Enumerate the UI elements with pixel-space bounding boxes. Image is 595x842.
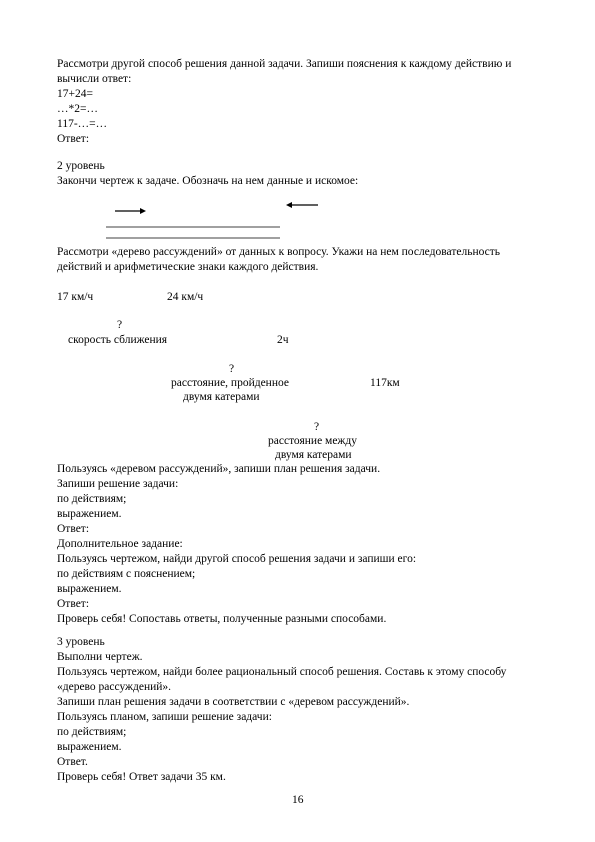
right-arrow	[115, 208, 146, 214]
tree-intro	[57, 245, 547, 275]
text-line: выражением.	[57, 583, 122, 595]
text-line: Рассмотри другой способ решения данной задачи. Запиши пояснения к каждому действию и	[57, 58, 512, 70]
text-line: Запиши план решения задачи в соответствии с «деревом рассуждений».	[57, 696, 410, 708]
tree-question-3: ?	[314, 421, 320, 433]
tree-between-line-1: расстояние между	[268, 435, 357, 447]
tree-speed-1: 17 км/ч	[57, 291, 94, 303]
tree-time: 2ч	[277, 334, 289, 346]
text-line: по действиям с пояснением;	[57, 568, 196, 580]
left-arrow	[286, 202, 318, 208]
section-3	[57, 635, 547, 785]
text-line: Проверь себя! Сопоставь ответы, полученные разными способами.	[57, 613, 387, 625]
text-line: Закончи чертеж к задаче. Обозначь на нем данные и искомое:	[57, 175, 359, 187]
tree-distance-line-1: расстояние, пройденное	[171, 377, 289, 389]
text-line: Выполни чертеж.	[57, 651, 143, 663]
text-line: вычисли ответ:	[57, 73, 132, 85]
text-line: Пользуясь чертежом, найди более рациональный способ решения. Составь к этому способу	[57, 666, 507, 678]
text-line: выражением.	[57, 508, 122, 520]
text-line: Рассмотри «дерево рассуждений» от данных к вопросу. Укажи на нем последовательность	[57, 246, 501, 258]
tree-total-distance: 117км	[370, 377, 400, 389]
text-line: 117-…=…	[57, 118, 108, 130]
text-line: действий и арифметические знаки каждого действия.	[57, 261, 319, 273]
text-line: Ответ.	[57, 756, 88, 768]
level-heading: 2 уровень	[57, 160, 105, 172]
text-line: Дополнительное задание:	[57, 538, 183, 550]
text-line: выражением.	[57, 741, 122, 753]
tree-between-line-2: двумя катерами	[275, 449, 352, 461]
level-heading: 3 уровень	[57, 636, 105, 648]
tree-approach-speed: скорость сближения	[68, 334, 168, 346]
text-line: Запиши решение задачи:	[57, 478, 179, 490]
tree-distance-line-2: двумя катерами	[183, 391, 260, 403]
text-line: Пользуясь планом, запиши решение задачи:	[57, 711, 272, 723]
text-line: Ответ:	[57, 133, 90, 145]
page-number: 16	[292, 794, 304, 806]
section-2-body	[57, 462, 547, 627]
text-line: Ответ:	[57, 598, 90, 610]
text-line: по действиям;	[57, 493, 127, 505]
text-line: Пользуясь чертежом, найди другой способ решения задачи и запиши его:	[57, 553, 417, 565]
tree-speed-2: 24 км/ч	[167, 291, 204, 303]
text-line: «дерево рассуждений».	[57, 681, 172, 693]
text-line: Ответ:	[57, 523, 90, 535]
text-line: 17+24=	[57, 88, 93, 100]
text-line: …*2=…	[57, 103, 98, 115]
text-line: Проверь себя! Ответ задачи 35 км.	[57, 771, 226, 783]
tree-question-1: ?	[117, 319, 123, 331]
text-line: Пользуясь «деревом рассуждений», запиши план решения задачи.	[57, 463, 381, 475]
text-line: по действиям;	[57, 726, 127, 738]
tree-question-2: ?	[229, 363, 235, 375]
